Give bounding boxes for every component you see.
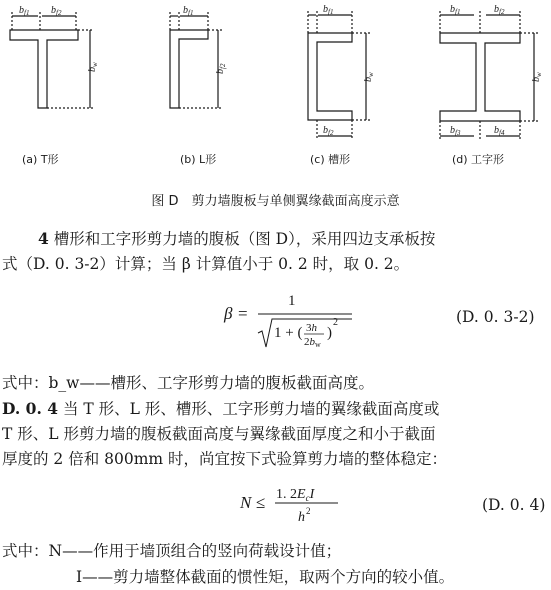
caption-channel: (c) 槽形 bbox=[310, 153, 351, 166]
svg-text:1. 2EcI: 1. $2E_cI$ bbox=[276, 487, 315, 503]
svg-text:1: 1 bbox=[288, 293, 296, 309]
dim-bf1-b: $b_{f1}$ bbox=[183, 5, 194, 17]
dim-bf4-d: $b_{f4}$ bbox=[494, 125, 505, 137]
i-section-shape bbox=[440, 11, 538, 140]
where-n: 式中：N——作用于墙顶组合的竖向荷载设计值； bbox=[2, 542, 342, 560]
dim-bf1-d: $b_{f1}$ bbox=[450, 4, 461, 16]
svg-text:2: 2 bbox=[306, 506, 311, 516]
caption-l: (b) L形 bbox=[180, 153, 217, 166]
clause-number: D. 0. 4 bbox=[2, 399, 59, 418]
dim-bw-d: $b_w$ bbox=[531, 72, 543, 82]
channel-section-shape bbox=[308, 11, 370, 140]
dim-bf2-b: $b_{f2}$ bbox=[215, 63, 227, 74]
svg-text:β: β bbox=[224, 304, 233, 323]
dim-bw-c: $b_w$ bbox=[363, 72, 375, 82]
equation-label-d032: (D. 0. 3-2) bbox=[456, 308, 535, 326]
para-number: 4 bbox=[38, 229, 49, 248]
svg-text:N: N bbox=[240, 493, 252, 512]
svg-text:h: h bbox=[298, 510, 305, 525]
caption-i: (d) 工字形 bbox=[452, 153, 505, 166]
dim-bf2-d: $b_{f2}$ bbox=[494, 4, 505, 16]
svg-text:=: = bbox=[238, 304, 248, 323]
svg-text:2bw: 2bw bbox=[304, 336, 321, 349]
t-section-shape bbox=[10, 12, 94, 108]
equation-n bbox=[238, 478, 358, 530]
para-d04-line2: T 形、L 形剪力墙的腹板截面高度与翼缘截面厚度之和小于截面 bbox=[2, 425, 436, 443]
caption-t: (a) T形 bbox=[22, 153, 59, 166]
svg-text:1 + (: 1 + ( bbox=[274, 325, 303, 341]
where-i: I——剪力墙整体截面的惯性矩，取两个方向的较小值。 bbox=[76, 568, 455, 586]
para-4-line1: 4 槽形和工字形剪力墙的腹板（图 D），采用四边支承板按 bbox=[38, 229, 436, 248]
para-d04-line3: 厚度的 2 倍和 800mm 时，尚宜按下式验算剪力墙的整体稳定： bbox=[2, 450, 448, 468]
dim-bf1-c: $b_{f1}$ bbox=[323, 4, 334, 16]
figure-title: 图 D 剪力墙腹板与单侧翼缘截面高度示意 bbox=[151, 194, 400, 209]
dim-bf2-c: $b_{f2}$ bbox=[323, 125, 334, 137]
svg-text:2: 2 bbox=[333, 317, 338, 328]
svg-text:≤: ≤ bbox=[256, 493, 266, 512]
l-section-shape bbox=[170, 12, 222, 108]
svg-text:3h: 3h bbox=[306, 322, 317, 334]
equation-beta bbox=[222, 285, 422, 355]
svg-text:): ) bbox=[327, 325, 332, 341]
dim-bf1-a: $b_{f1}$ bbox=[19, 5, 30, 17]
dim-bf2-a: $b_{f2}$ bbox=[51, 5, 62, 17]
dim-bf3-d: $b_{f3}$ bbox=[450, 125, 461, 137]
where-bw: 式中：b_w——槽形、工字形剪力墙的腹板截面高度。 bbox=[2, 374, 374, 392]
section-figure bbox=[0, 0, 551, 175]
para-d04-line1: D. 0. 4 当 T 形、L 形、槽形、工字形剪力墙的翼缘截面高度或 bbox=[2, 399, 440, 418]
equation-label-d04: (D. 0. 4) bbox=[482, 496, 546, 514]
dim-bw-a: $b_w$ bbox=[87, 62, 99, 72]
para-4-line2: 式（D. 0. 3-2）计算；当 β 计算值小于 0. 2 时，取 0. 2。 bbox=[2, 255, 410, 273]
